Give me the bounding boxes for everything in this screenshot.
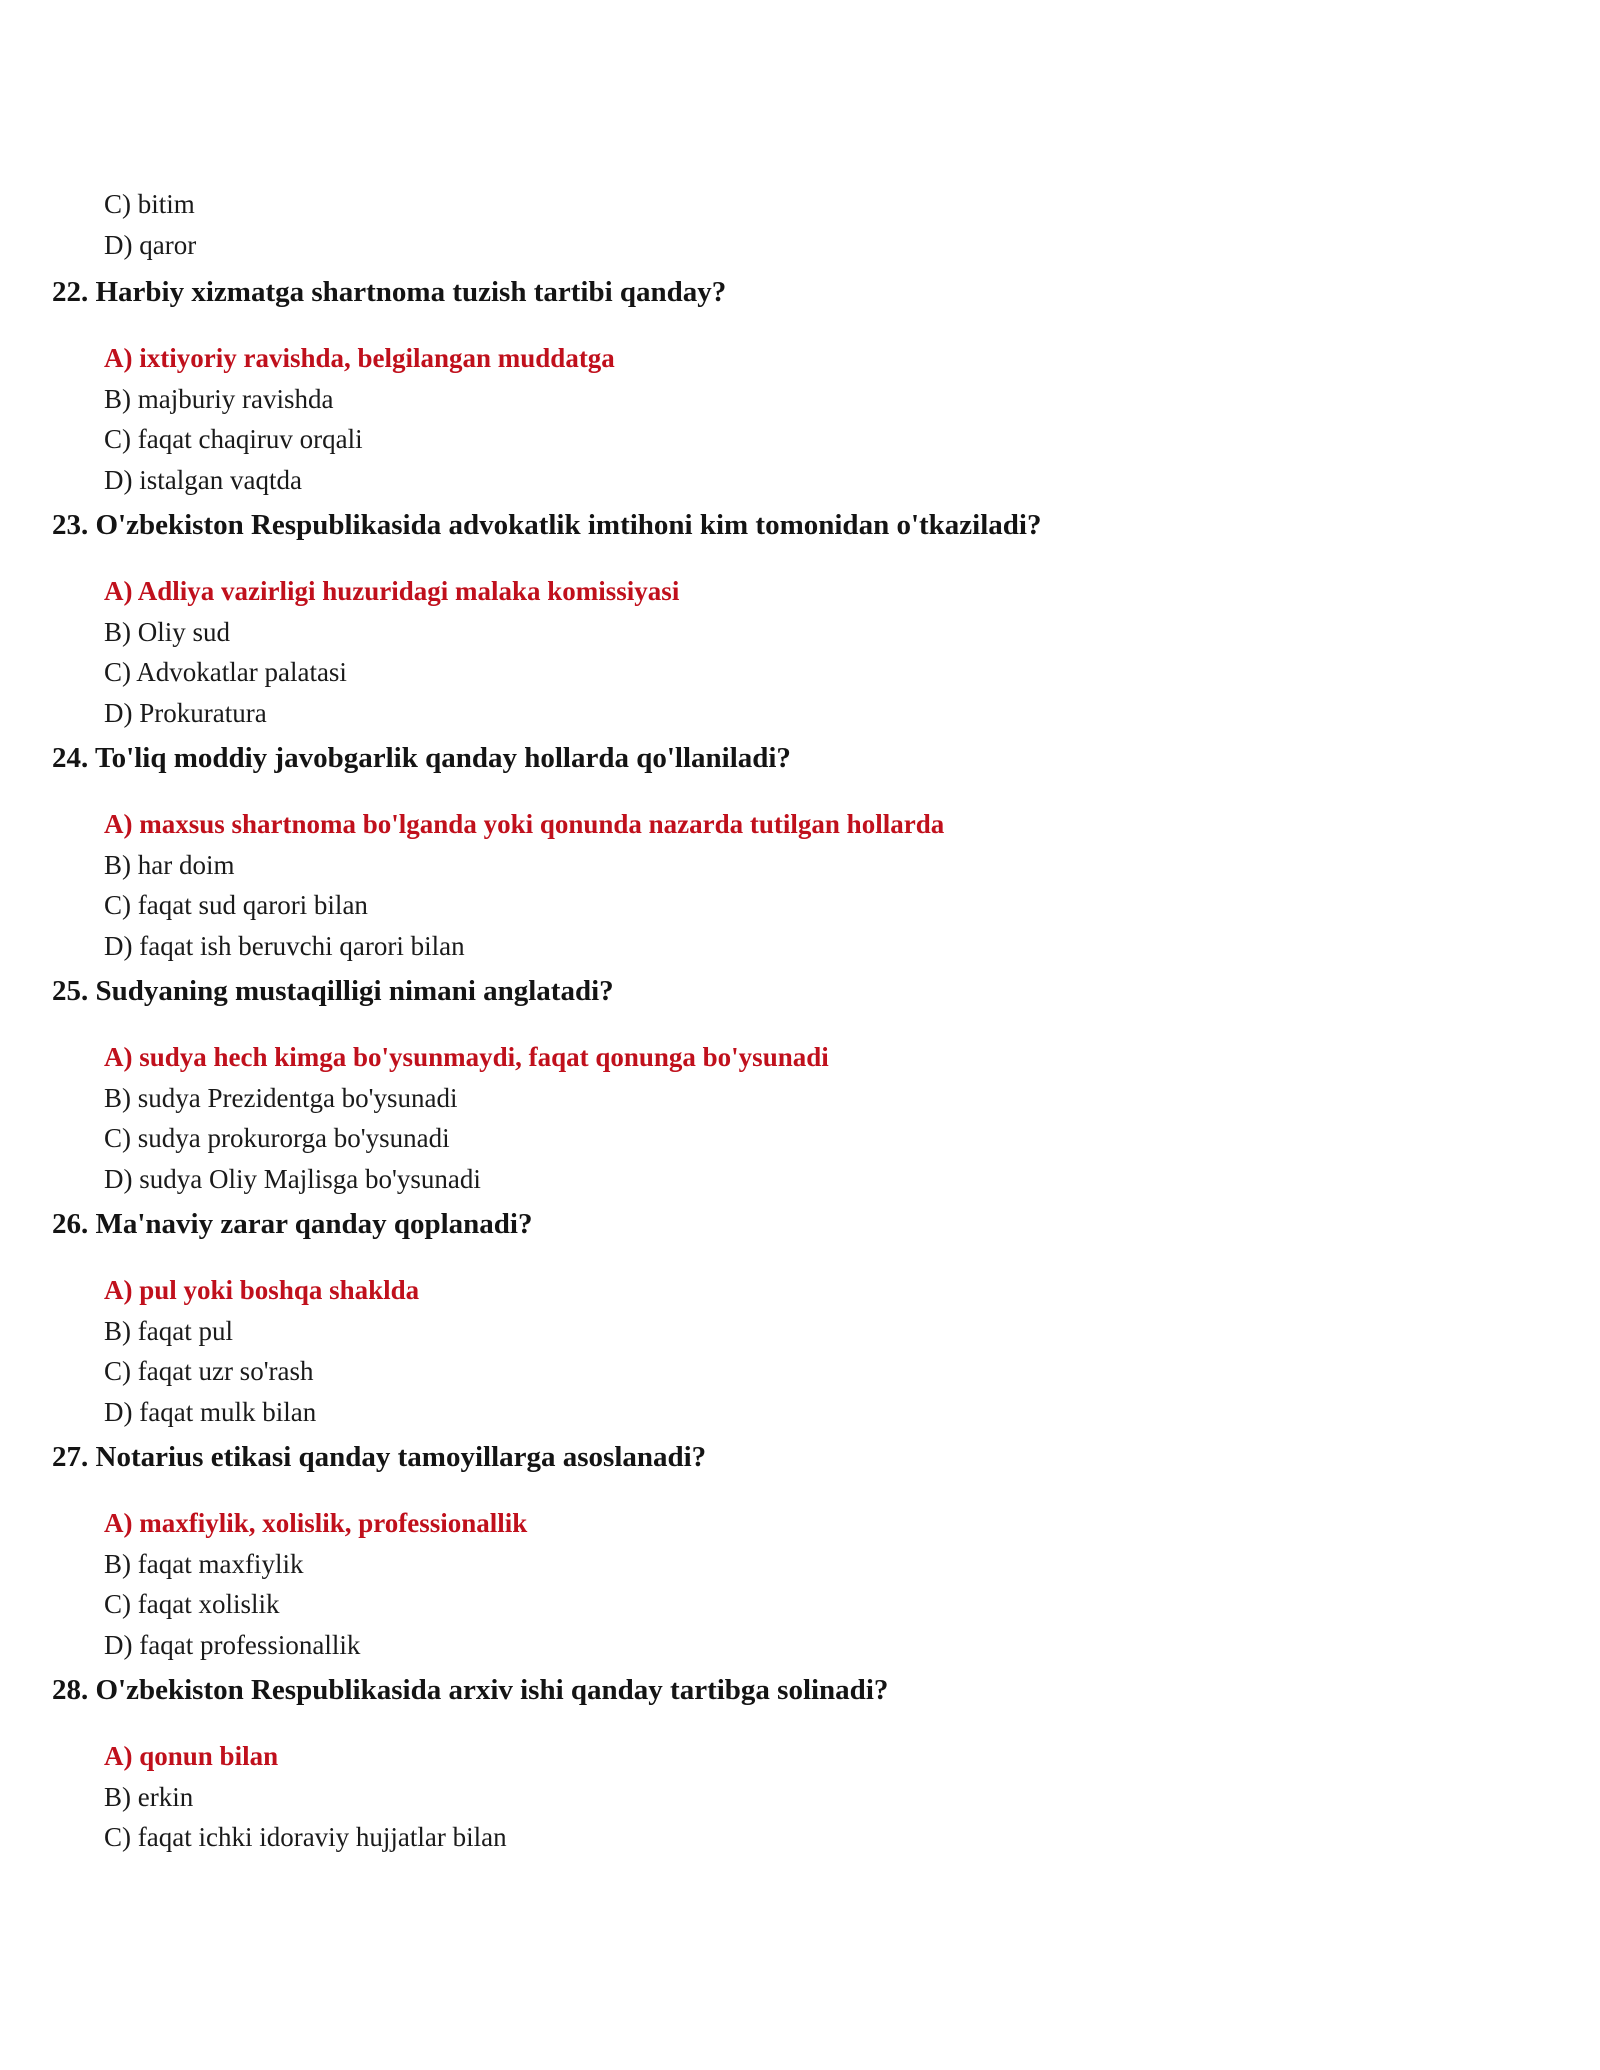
question-28 [52, 1670, 1552, 1858]
question-title: 24. To'liq moddiy javobgarlik qanday hollarda qo'llaniladi? [52, 742, 791, 774]
option-b: B) har doim [104, 849, 235, 880]
question-27 [52, 1437, 1552, 1665]
option-c: C) faqat uzr so'rash [104, 1356, 314, 1386]
answer-options [104, 571, 1552, 733]
question-25 [52, 971, 1552, 1199]
question-26 [52, 1204, 1552, 1432]
question-23 [52, 505, 1552, 733]
option-d: D) istalgan vaqtda [104, 464, 302, 495]
option-d: D) faqat mulk bilan [104, 1396, 317, 1427]
question-22 [52, 272, 1552, 500]
option-d: D) faqat professionallik [104, 1629, 361, 1660]
question-title: 23. O'zbekiston Respublikasida advokatlik imtihoni kim tomonidan o'tkaziladi? [52, 509, 1042, 541]
answer-options [104, 1503, 1552, 1665]
option-c: C) Advokatlar palatasi [104, 657, 347, 687]
option-b: B) faqat maxfiylik [104, 1548, 304, 1579]
question-title: 25. Sudyaning mustaqilligi nimani anglatadi? [52, 975, 614, 1007]
question-24 [52, 738, 1552, 966]
option-a-correct: A) maxfiylik, xolislik, professionallik [104, 1508, 528, 1538]
question-title: 22. Harbiy xizmatga shartnoma tuzish tartibi qanday? [52, 276, 727, 308]
option-a-correct: A) ixtiyoriy ravishda, belgilangan muddatga [104, 343, 615, 373]
option-d: D) qaror [104, 229, 197, 260]
option-c: C) faqat ichki idoraviy hujjatlar bilan [104, 1822, 507, 1852]
question-title: 26. Ma'naviy zarar qanday qoplanadi? [52, 1208, 533, 1240]
option-b: B) faqat pul [104, 1315, 233, 1346]
answer-options [104, 1270, 1552, 1432]
option-a-correct: A) maxsus shartnoma bo'lganda yoki qonunda nazarda tutilgan hollarda [104, 809, 945, 839]
option-a-correct: A) qonun bilan [104, 1741, 279, 1771]
option-b: B) Oliy sud [104, 616, 231, 647]
previous-question-options [104, 184, 196, 265]
answer-options [104, 804, 1552, 966]
option-b: B) majburiy ravishda [104, 383, 334, 414]
answer-options [104, 1736, 1552, 1858]
option-a-correct: A) sudya hech kimga bo'ysunmaydi, faqat qonunga bo'ysunadi [104, 1042, 829, 1072]
option-d: D) Prokuratura [104, 697, 267, 728]
answer-options [104, 338, 1552, 500]
option-b: B) sudya Prezidentga bo'ysunadi [104, 1082, 458, 1113]
option-c: C) sudya prokurorga bo'ysunadi [104, 1123, 450, 1153]
question-title: 27. Notarius etikasi qanday tamoyillarga asoslanadi? [52, 1441, 707, 1473]
option-c: C) bitim [104, 189, 195, 219]
answer-options [104, 1037, 1552, 1199]
option-a-correct: A) pul yoki boshqa shaklda [104, 1275, 420, 1305]
option-c: C) faqat xolislik [104, 1589, 280, 1619]
option-a-correct: A) Adliya vazirligi huzuridagi malaka komissiyasi [104, 576, 680, 606]
question-title: 28. O'zbekiston Respublikasida arxiv ishi qanday tartibga solinadi? [52, 1674, 889, 1706]
option-d: D) faqat ish beruvchi qarori bilan [104, 930, 465, 961]
option-c: C) faqat sud qarori bilan [104, 890, 368, 920]
option-b: B) erkin [104, 1781, 194, 1812]
option-c: C) faqat chaqiruv orqali [104, 424, 363, 454]
option-d: D) sudya Oliy Majlisga bo'ysunadi [104, 1163, 481, 1194]
